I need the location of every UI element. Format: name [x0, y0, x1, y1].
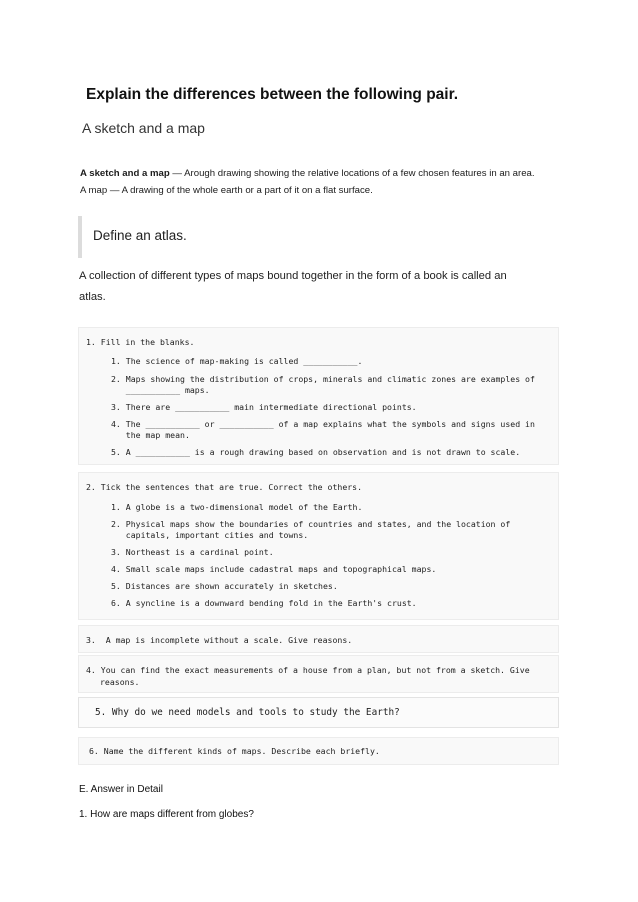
exercise1-title: 1. Fill in the blanks. [86, 337, 195, 347]
atlas-question-quote [78, 216, 558, 258]
exercise1-item: ___________ maps. [111, 385, 210, 395]
page-subheading: A sketch and a map [82, 120, 205, 136]
exercise2-item: 5. Distances are shown accurately in sketches. [111, 581, 338, 591]
atlas-answer-line2: atlas. [79, 291, 106, 303]
exercise6-text: 6. Name the different kinds of maps. Describe each briefly. [89, 746, 380, 756]
exercise1-item: 1. The science of map-making is called ___________. [111, 356, 363, 366]
exercise1-item: 3. There are ___________ main intermediate directional points. [111, 402, 417, 412]
exercise2-title: 2. Tick the sentences that are true. Correct the others. [86, 482, 363, 492]
exercise-4 [78, 655, 559, 693]
exercise-6 [78, 737, 559, 765]
sketch-term: A sketch and a map [80, 168, 170, 179]
section-e-title: E. Answer in Detail [79, 784, 163, 795]
exercise2-item: 4. Small scale maps include cadastral maps and topographical maps. [111, 564, 437, 574]
definitions-block [80, 165, 580, 199]
exercise5-text: 5. Why do we need models and tools to study the Earth? [95, 707, 400, 718]
exercise2-item: 6. A syncline is a downward bending fold in the Earth's crust. [111, 598, 417, 608]
atlas-question: Define an atlas. [93, 228, 187, 243]
exercise4-line1: 4. You can find the exact measurements of a house from a plan, but not from a sketch. Give [86, 665, 530, 675]
map-definition: A map — A drawing of the whole earth or a part of it on a flat surface. [80, 185, 373, 196]
section-e-question-1: 1. How are maps different from globes? [79, 809, 254, 820]
exercise4-line2: reasons. [100, 677, 140, 687]
exercise1-item: 5. A ___________ is a rough drawing based on observation and is not drawn to scale. [111, 447, 521, 457]
sketch-definition [80, 165, 580, 182]
exercise2-item: 1. A globe is a two-dimensional model of the Earth. [111, 502, 363, 512]
exercise1-item: 2. Maps showing the distribution of crops, minerals and climatic zones are examples of [111, 374, 535, 384]
exercise2-item: 2. Physical maps show the boundaries of countries and states, and the location of [111, 519, 511, 529]
atlas-answer [79, 266, 549, 308]
exercise2-item: capitals, important cities and towns. [111, 530, 309, 540]
exercise1-item: the map mean. [111, 430, 190, 440]
exercise3-text: 3. A map is incomplete without a scale. Give reasons. [86, 635, 353, 645]
atlas-answer-line1: A collection of different types of maps bound together in the form of a book is called an [79, 270, 507, 282]
exercise-5 [78, 697, 559, 728]
page-heading: Explain the differences between the following pair. [86, 86, 459, 103]
exercise-true-false [78, 472, 559, 620]
sketch-text: — Arough drawing showing the relative locations of a few chosen features in an area. [169, 168, 535, 179]
exercise2-item: 3. Northeast is a cardinal point. [111, 547, 274, 557]
exercise-fill-blanks [78, 327, 559, 465]
exercise1-item: 4. The ___________ or ___________ of a map explains what the symbols and signs used in [111, 419, 535, 429]
exercise-3 [78, 625, 559, 653]
